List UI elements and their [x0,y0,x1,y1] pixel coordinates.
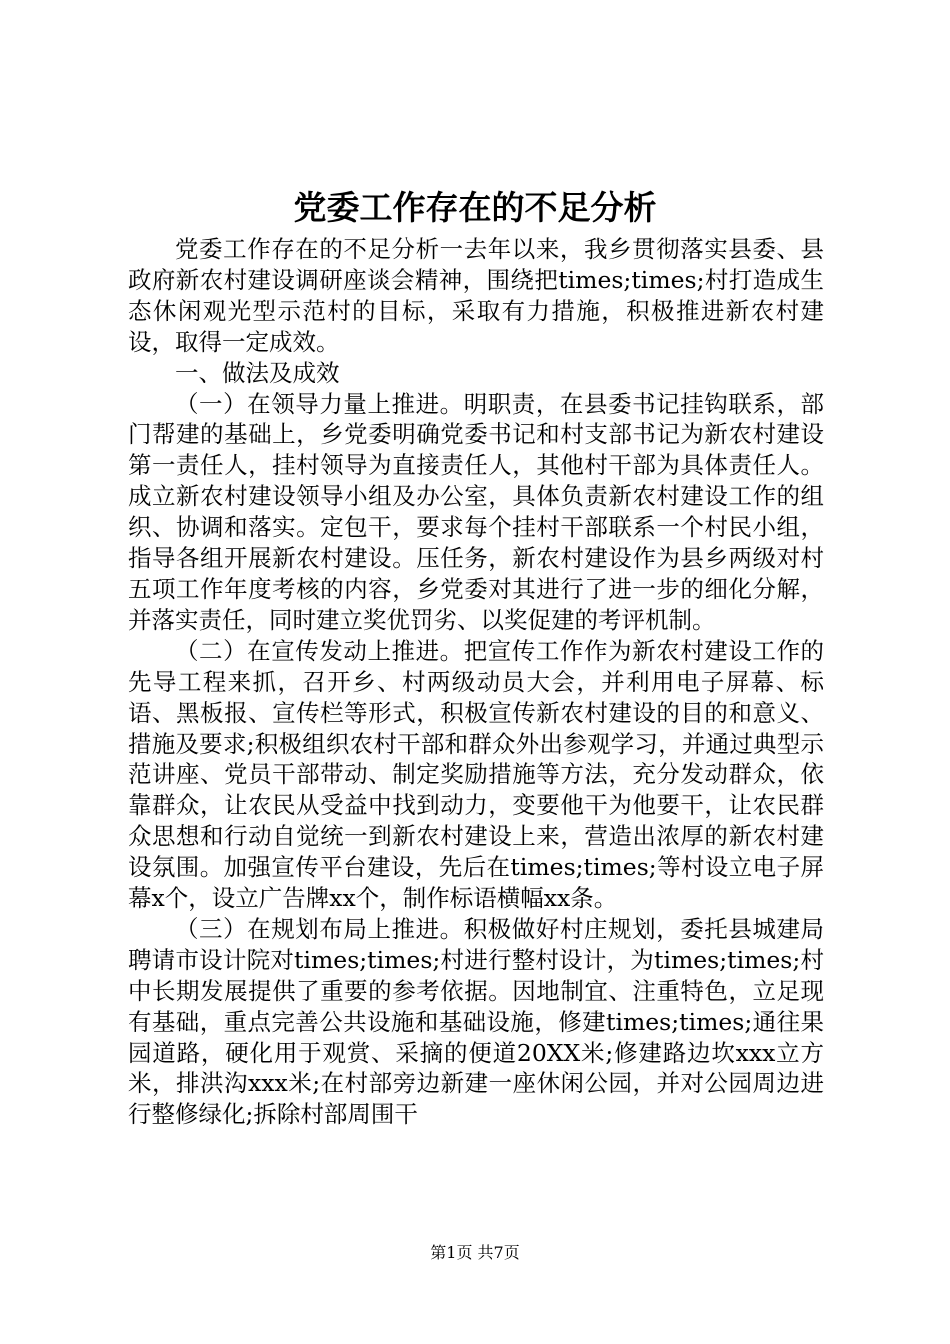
paragraph-publicity: （二）在宣传发动上推进。把宣传工作作为新农村建设工作的先导工程来抓，召开乡、村两级动员大会，并利用电子屏幕、标语、黑板报、宣传栏等形式，积极宣传新农村建设的目的和意义、措施及要求;积极组织农村干部和群众外出参观学习，并通过典型示范讲座、党员干部带动、制定奖励措施等方法，充分发动群众，依靠群众，让农民从受益中找到动力，变要他干为他要干，让农民群众思想和行动自觉统一到新农村建设上来，营造出浓厚的新农村建设氛围。加强宣传平台建设，先后在times;times;等村设立电子屏幕x个，设立广告牌xx个，制作标语横幅xx条。 [128,636,824,913]
page-footer: 第1页 共7页 [430,1243,520,1262]
page-title: 党委工作存在的不足分析 [293,188,657,227]
paragraph-leadership: （一）在领导力量上推进。明职责，在县委书记挂钩联系，部门帮建的基础上，乡党委明确党委书记和村支部书记为新农村建设第一责任人，挂村领导为直接责任人，其他村干部为具体责任人。成立新农村建设领导小组及办公室，具体负责新农村建设工作的组织、协调和落实。定包干，要求每个挂村干部联系一个村民小组，指导各组开展新农村建设。压任务，新农村建设作为县乡两级对村五项工作年度考核的内容，乡党委对其进行了进一步的细化分解，并落实责任，同时建立奖优罚劣、以奖促建的考评机制。 [128,389,824,634]
paragraph-planning: （三）在规划布局上推进。积极做好村庄规划，委托县城建局聘请市设计院对times;times;村进行整村设计，为times;times;村中长期发展提供了重要的参考依据。因地制宜、注重特色，立足现有基础，重点完善公共设施和基础设施，修建times;times;通往果园道路，硬化用于观赏、采摘的便道20XX米;修建路边坎xxx立方米，排洪沟xxx米;在村部旁边新建一座休闲公园，并对公园周边进行整修绿化;拆除村部周围干 [128,914,824,1129]
paragraph-intro: 党委工作存在的不足分析一去年以来，我乡贯彻落实县委、县政府新农村建设调研座谈会精神，围绕把times;times;村打造成生态休闲观光型示范村的目标，采取有力措施，积极推进新农村建设，取得一定成效。 [128,235,824,356]
document-body [128,234,824,1130]
section-heading: 一、做法及成效 [175,358,340,387]
